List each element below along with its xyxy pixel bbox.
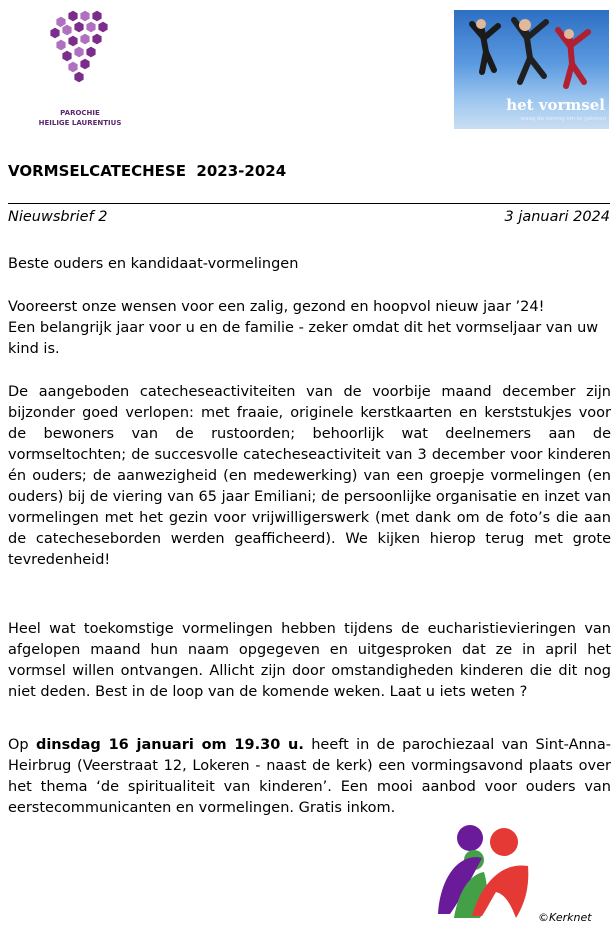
jumper-figure [558, 30, 588, 86]
page-title: VORMSELCATECHESE 2023-2024 [8, 162, 287, 180]
evening-intro: Op [8, 737, 36, 753]
logo-hex [50, 27, 60, 39]
newsletter-line [8, 209, 610, 225]
logo-hex [74, 71, 84, 83]
divider [8, 203, 610, 204]
kerknet-figures-logo [432, 822, 532, 926]
logo-hex [74, 21, 84, 33]
paragraph-registration: Heel wat toekomstige vormelingen hebben tijdens de eucharistievieringen van afgelopen maand hun naam opgegeven en uitgesproken dat ze in april het vormsel willen ontvangen. Allicht zijn door omstandigheden kinderen die dit nog niet deden. Best in de loop van de komende weken. Laat u iets weten ? [8, 621, 611, 700]
paragraph-activities: De aangeboden catecheseactiviteiten van de voorbije maand december zijn bijzonder goed verlopen: met fraaie, originele kerstkaarten en kerststukjes voor de bewoners van de rustoorden; behoorlijk wat deelnemers aan de vormseltochten; de succesvolle catecheseactiviteit van 3 december voor kinderen én ouders; de aanwezigheid (en medewerking) van een groepje vormelingen (en ouders) bij de viering van 65 jaar Emiliani; de persoonlijke organisatie en inzet van vormelingen met het gezin voor vrijwilligerswerk (met dank om de foto’s die aan de catecheseborden werden geafficheerd). We kijken hierop terug met grote tevredenheid! [8, 384, 611, 568]
parish-name [30, 108, 130, 128]
logo-hex [92, 33, 102, 45]
people-icon [432, 822, 532, 922]
paragraph-wishes-line2: Een belangrijk jaar voor u en de familie - zeker omdat dit het vormseljaar van uw kind is. [8, 320, 599, 357]
evening-details: heeft in de parochiezaal van Sint-Anna-Heirbrug (Veerstraat 12, Lokeren - naast de kerk) een vormingsavond plaats over het thema ‘de spiritualiteit van kinderen’. Een mooi aanbod voor ouders van eerstecommunicanten en vormelingen. Gratis inkom. [8, 737, 611, 816]
logo-hex [74, 46, 84, 58]
evening-date: dinsdag 16 januari om 19.30 u. [35, 737, 304, 753]
logo-hex [68, 10, 78, 22]
logo-hex [80, 33, 90, 45]
photo-caption: het vormsel [506, 96, 605, 114]
newsletter-date: 3 januari 2024 [504, 209, 610, 225]
logo-hex [80, 10, 90, 22]
logo-hex [98, 21, 108, 33]
parish-name-line2: HEILIGE LAURENTIUS [38, 119, 122, 127]
logo-hex [56, 39, 66, 51]
parish-name-line1: PAROCHIE [60, 109, 100, 117]
paragraph-wishes-line1: Vooreerst onze wensen voor een zalig, gezond en hoopvol nieuw jaar ’24! [8, 299, 545, 315]
logo-hex [80, 58, 90, 70]
jumper-figure [472, 24, 498, 72]
logo-hex [68, 61, 78, 73]
logo-hex [86, 21, 96, 33]
paragraph-evening [8, 735, 611, 819]
confirmation-photo [454, 10, 609, 129]
figure-head [490, 828, 518, 856]
salutation: Beste ouders en kandidaat-vormelingen [8, 256, 299, 272]
parish-logo [30, 6, 130, 131]
logo-hex [68, 35, 78, 47]
paragraph-wishes [8, 297, 611, 360]
logo-hex [92, 10, 102, 22]
photo-subcaption: waag de sprong om te geloven [520, 116, 606, 122]
jumper-figure [514, 20, 546, 82]
logo-hex [62, 50, 72, 62]
figure-head [457, 825, 483, 851]
logo-hex [86, 46, 96, 58]
logo-hex [62, 24, 72, 36]
grape-cluster-icon [38, 6, 124, 106]
image-credit: ©Kerknet [538, 911, 592, 924]
newsletter-number: Nieuwsbrief 2 [8, 209, 108, 225]
